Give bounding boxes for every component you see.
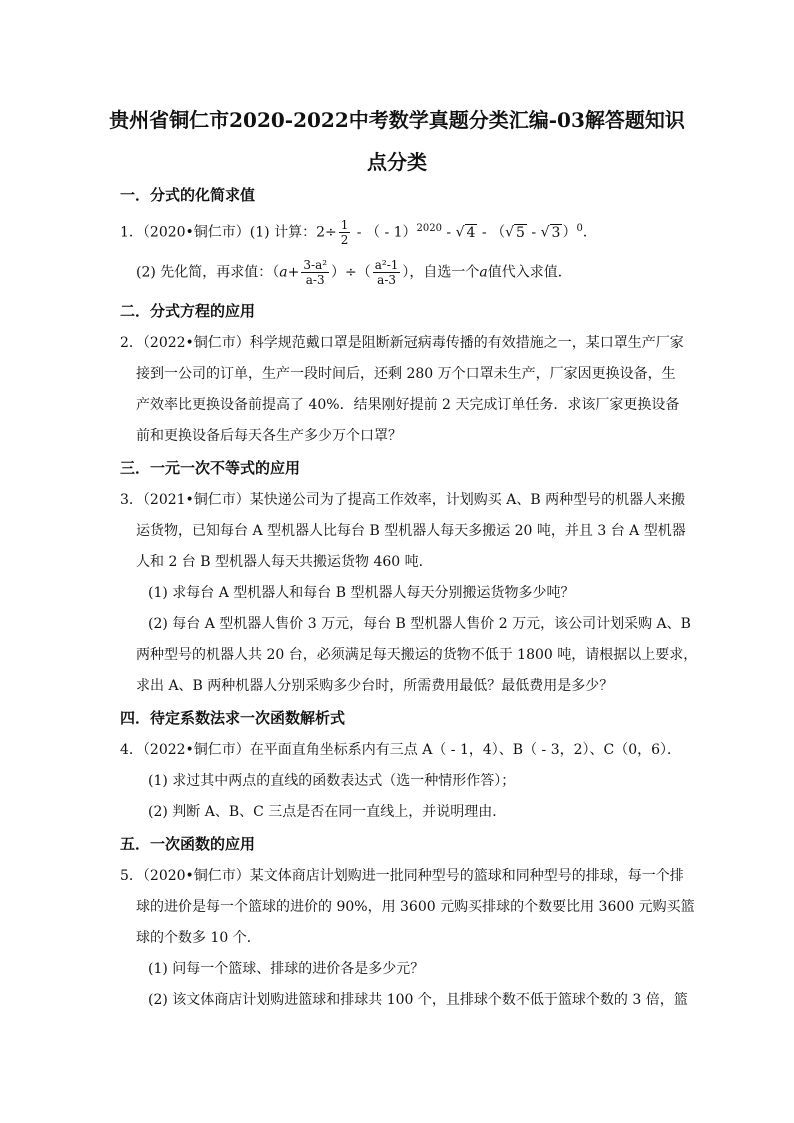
question-4-part-1: (1) 求过其中两点的直线的函数表达式（选一种情形作答）；: [148, 773, 516, 789]
question-3-part-2: (2) 每台 A 型机器人售价 3 万元，每台 B 型机器人售价 2 万元，该公司计划采购 A、B: [148, 616, 691, 632]
question-3-part-1: (1) 求每台 A 型机器人和每台 B 型机器人每天分别搬运货物多少吨？: [148, 585, 575, 601]
question-3-line: 人和 2 台 B 型机器人每天共搬运货物 460 吨．: [136, 554, 433, 570]
section-heading-4: 四．待定系数法求一次函数解析式: [120, 709, 346, 727]
question-3-line: 运货物，已知每台 A 型机器人比每台 B 型机器人每天多搬运 20 吨，并且 3 台 A 型机器: [136, 523, 686, 539]
fraction: $\frac{\text{3-a²}}{a-3}$: [303, 258, 328, 287]
question-5-line: 球的个数多 10 个．: [136, 930, 261, 946]
section-heading-3: 三．一元一次不等式的应用: [120, 459, 301, 477]
section-heading-2: 二．分式方程的应用: [120, 302, 256, 320]
question-5-part-2: (2) 该文体商店计划购进篮球和排球共 100 个，且排球个数不低于篮球个数的 3 倍，篮: [148, 992, 688, 1008]
document-title-line-1: 贵州省铜仁市2020-2022中考数学真题分类汇编-03解答题知识: [109, 108, 685, 132]
question-5-line: 5．（2020•铜仁市）某文体商店计划购进一批同种型号的篮球和同种型号的排球，每一个排: [120, 868, 684, 884]
question-1-part-1: 1．（2020•铜仁市）(1) 计算：2÷ $\frac{1}{2}$ - （ - 1）$^{2020}$ - √ 4 - （√ 5 - √ 3 ）$^0$．: [120, 218, 597, 247]
question-2-line: 前和更换设备后每天各生产多少万个口罩？: [136, 428, 402, 444]
question-5-part-1: (1) 问每一个篮球、排球的进价各是多少元？: [148, 961, 425, 977]
question-3-part-2: 求出 A、B 两种机器人分别采购多少台时，所需费用最低？最低费用是多少？: [136, 678, 614, 694]
question-4-part-2: (2) 判断 A、B、C 三点是否在同一直线上，并说明理由．: [148, 804, 507, 820]
document-title-line-2: 点分类: [367, 150, 427, 174]
question-2-line: 接到一公司的订单，生产一段时间后，还剩 280 万个口罩未生产，厂家因更换设备，生: [136, 366, 676, 382]
fraction: $\frac{\text{a²-1}}{a-3}$: [374, 258, 399, 287]
question-4-line: 4．（2022•铜仁市）在平面直角坐标系内有三点 A（ - 1，4）、B（ - 3，2）、C（0，6）．: [120, 742, 682, 758]
section-heading-5: 五．一次函数的应用: [120, 835, 256, 853]
question-2-line: 2．（2022•铜仁市）科学规范戴口罩是阻断新冠病毒传播的有效措施之一，某口罩生产厂家: [120, 335, 684, 351]
sqrt-symbol: √: [455, 224, 465, 241]
question-1-part-2: (2) 先化简，再求值：（a+ $\frac{\text{3-a²}}{a-3}$ ）÷（ $\frac{\text{a²-1}}{a-3}$ ），自选一个a值代入求值．: [136, 258, 572, 287]
question-3-part-2: 两种型号的机器人共 20 台，必须满足每天搬运的货物不低于 1800 吨，请根据以上要求，: [136, 647, 698, 663]
section-heading-1: 一．分式的化简求值: [120, 186, 256, 204]
fraction: $\frac{1}{2}$: [340, 218, 349, 247]
question-5-line: 球的进价是每一个篮球的进价的 90%，用 3600 元购买排球的个数要比用 3600 元购买篮: [136, 899, 695, 915]
question-3-line: 3．（2021•铜仁市）某快递公司为了提高工作效率，计划购买 A、B 两种型号的机器人来搬: [120, 492, 686, 508]
question-2-line: 产效率比更换设备前提高了 40%．结果刚好提前 2 天完成订单任务．求该厂家更换设备: [136, 397, 680, 413]
